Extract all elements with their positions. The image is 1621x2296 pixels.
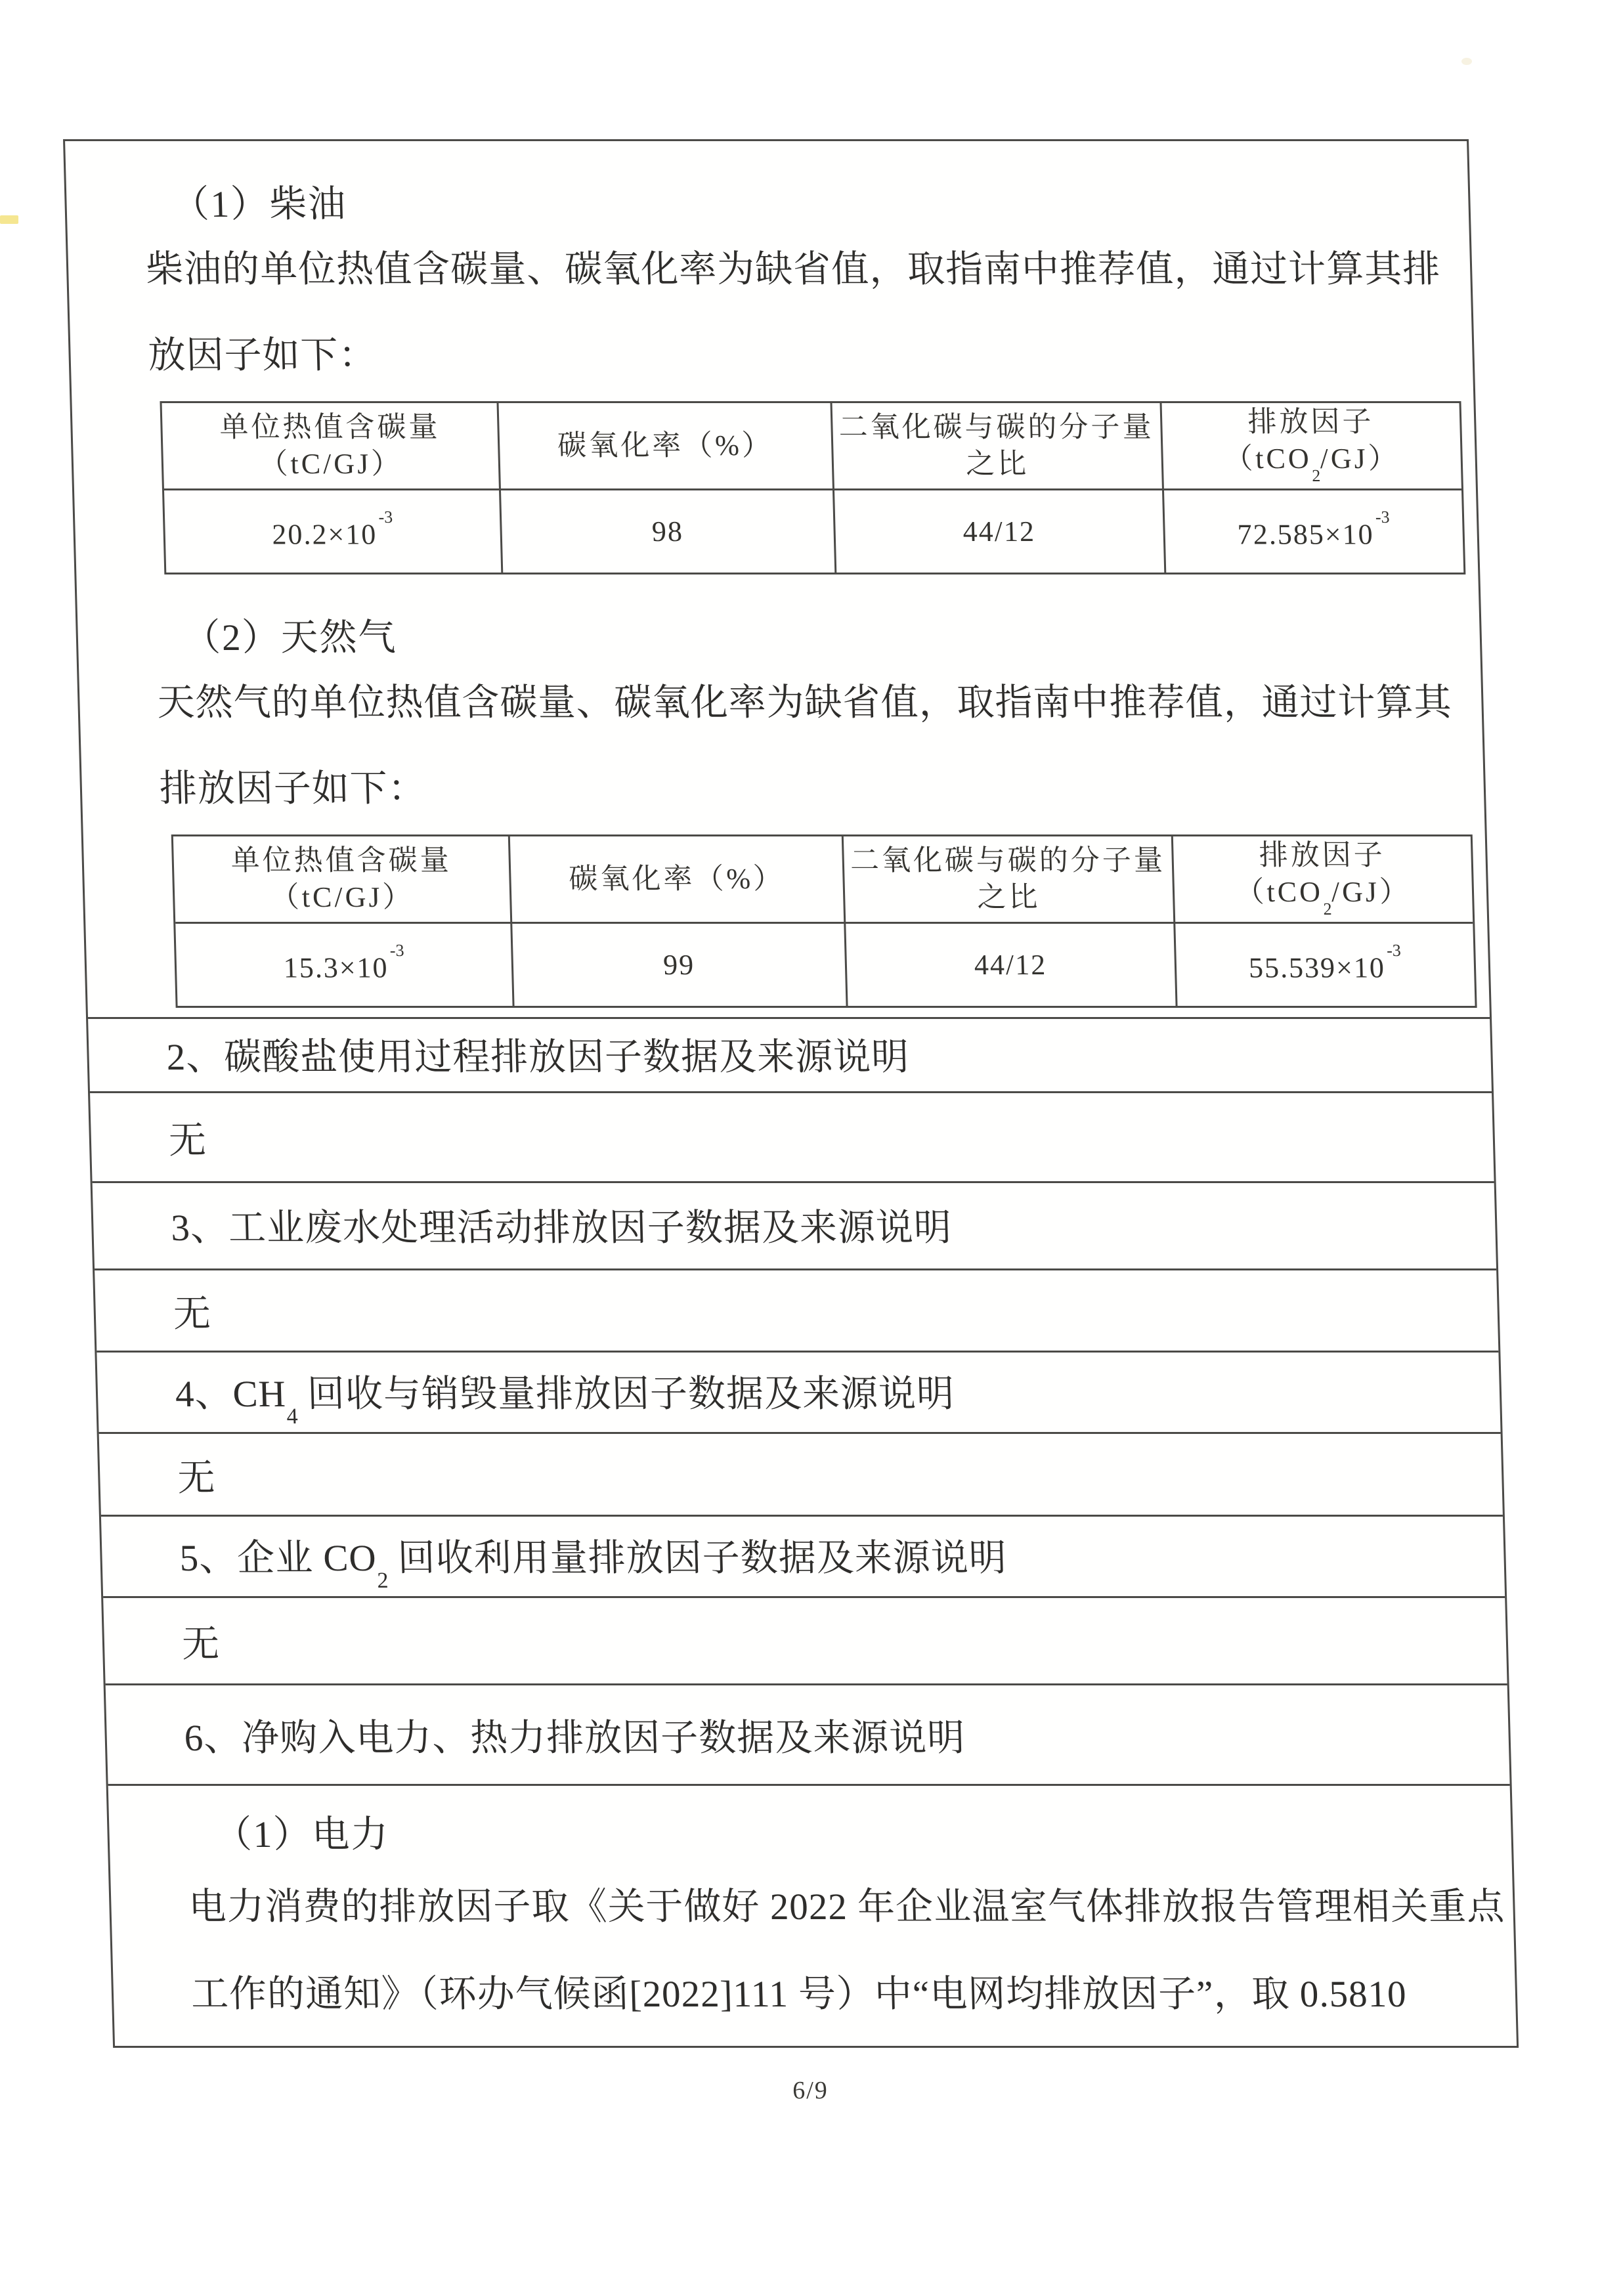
gas-oxidation-value: 99 <box>510 924 846 1006</box>
section-5-answer: 无 <box>181 1624 221 1665</box>
diesel-carbon-content-value: $20.2\times 10^{-3}$ <box>271 507 393 551</box>
exponent: -3 <box>1386 940 1402 960</box>
exponent: -3 <box>378 507 393 527</box>
gas-paragraph <box>156 660 1453 832</box>
header-molecular-ratio <box>830 403 1161 488</box>
diesel-emission-factor-value: $72.585\times 10^{-3}$ <box>1162 490 1464 573</box>
electricity-paragraph <box>188 1863 1517 2038</box>
co2-subscript: 2 <box>376 1568 389 1593</box>
header-carbon-content-line2: （tC/GJ） <box>270 881 415 913</box>
exponent: -3 <box>389 940 404 960</box>
header-emission-factor: 排放因子（tCO$_2$/GJ） <box>1171 836 1473 922</box>
header-molecular-ratio-line1: 二氧化碳与碳的分子量 <box>850 844 1166 877</box>
section-4-answer: 无 <box>177 1457 217 1499</box>
section-4-body-row <box>99 1432 1503 1515</box>
electricity-paragraph-line2: 工作的通知》（环办气候函[2022]111 号）中“电网均排放因子”，取 0.5810 <box>190 1974 1408 2015</box>
section-2-answer: 无 <box>168 1120 207 1161</box>
scan-artifact-yellow-mark <box>0 215 18 224</box>
gas-ratio-value: 44/12 <box>844 924 1175 1006</box>
header-carbon-content <box>162 403 499 488</box>
table-header-row <box>162 403 1461 488</box>
header-carbon-content-line1: 单位热值含碳量 <box>219 411 441 443</box>
section-3-title-row: 3、工业废水处理活动排放因子数据及来源说明 <box>93 1181 1496 1268</box>
header-oxidation-rate: 碳氧化率（%） <box>496 403 832 488</box>
section-2-title-row: 2、碳酸盐使用过程排放因子数据及来源说明 <box>88 1017 1492 1091</box>
diesel-oxidation-value: 98 <box>499 490 834 573</box>
section-5-body-row <box>103 1596 1507 1683</box>
gas-carbon-content-value: $15.3\times 10^{-3}$ <box>283 940 404 984</box>
gas-values-row <box>175 922 1475 1006</box>
header-molecular-ratio-line2: 之比 <box>976 881 1041 913</box>
diesel-values-row <box>164 488 1463 573</box>
header-molecular-ratio <box>841 836 1173 922</box>
section-6-title: 6、净购入电力、热力排放因子数据及来源说明 <box>183 1718 966 1759</box>
header-carbon-content-line2: （tC/GJ） <box>258 448 403 480</box>
electricity-heading: （1）电力 <box>213 1814 390 1855</box>
fuel-factors-cell <box>66 184 1490 1017</box>
gas-heading: （2）天然气 <box>183 617 398 659</box>
section-2-body-row <box>90 1091 1494 1181</box>
header-carbon-content <box>173 836 510 922</box>
diesel-paragraph-line2: 放因子如下： <box>147 335 378 376</box>
section-6-title-row <box>106 1683 1510 1784</box>
electricity-paragraph-line1: 电力消费的排放因子取《关于做好 2022 年企业温室气体排放报告管理相关重点 <box>188 1886 1505 1928</box>
diesel-ratio-value: 44/12 <box>832 490 1164 573</box>
report-table-sheet <box>63 139 1519 2048</box>
co2-subscript: 2 <box>1311 466 1321 485</box>
page-number: 6/9 <box>792 2077 829 2104</box>
header-molecular-ratio-line2: 之比 <box>965 448 1029 480</box>
table-header-row <box>173 836 1473 922</box>
header-oxidation-rate: 碳氧化率（%） <box>508 836 844 922</box>
section-5-title-row: 5、企业 $CO_2$ 回收利用量排放因子数据及来源说明 <box>101 1515 1505 1596</box>
header-molecular-ratio-line1: 二氧化碳与碳的分子量 <box>838 411 1155 443</box>
header-emission-factor: 排放因子（tCO$_2$/GJ） <box>1159 403 1461 488</box>
gas-paragraph-line1: 天然气的单位热值含碳量、碳氧化率为缺省值，取指南中推荐值，通过计算其 <box>156 682 1453 724</box>
diesel-paragraph-line1: 柴油的单位热值含碳量、碳氧化率为缺省值，取指南中推荐值，通过计算其排 <box>145 249 1442 290</box>
co2-subscript: 2 <box>1323 899 1332 919</box>
gas-emission-factor-value: $55.539\times 10^{-3}$ <box>1173 924 1475 1006</box>
gas-paragraph-line2: 排放因子如下： <box>159 768 427 810</box>
diesel-paragraph <box>144 227 1442 399</box>
section-6-body-cell <box>108 1784 1517 2046</box>
scan-artifact-dot <box>1461 58 1472 65</box>
ch4-subscript: 4 <box>286 1404 299 1429</box>
gas-factor-table <box>171 834 1477 1008</box>
diesel-factor-table <box>160 401 1465 574</box>
section-4-title-row: 4、$CH_4$ 回收与销毁量排放因子数据及来源说明 <box>97 1351 1500 1432</box>
exponent: -3 <box>1375 507 1390 527</box>
diesel-heading: （1）柴油 <box>171 184 347 225</box>
section-3-answer: 无 <box>173 1293 212 1335</box>
section-3-body-row <box>95 1268 1498 1351</box>
header-carbon-content-line1: 单位热值含碳量 <box>230 844 452 877</box>
